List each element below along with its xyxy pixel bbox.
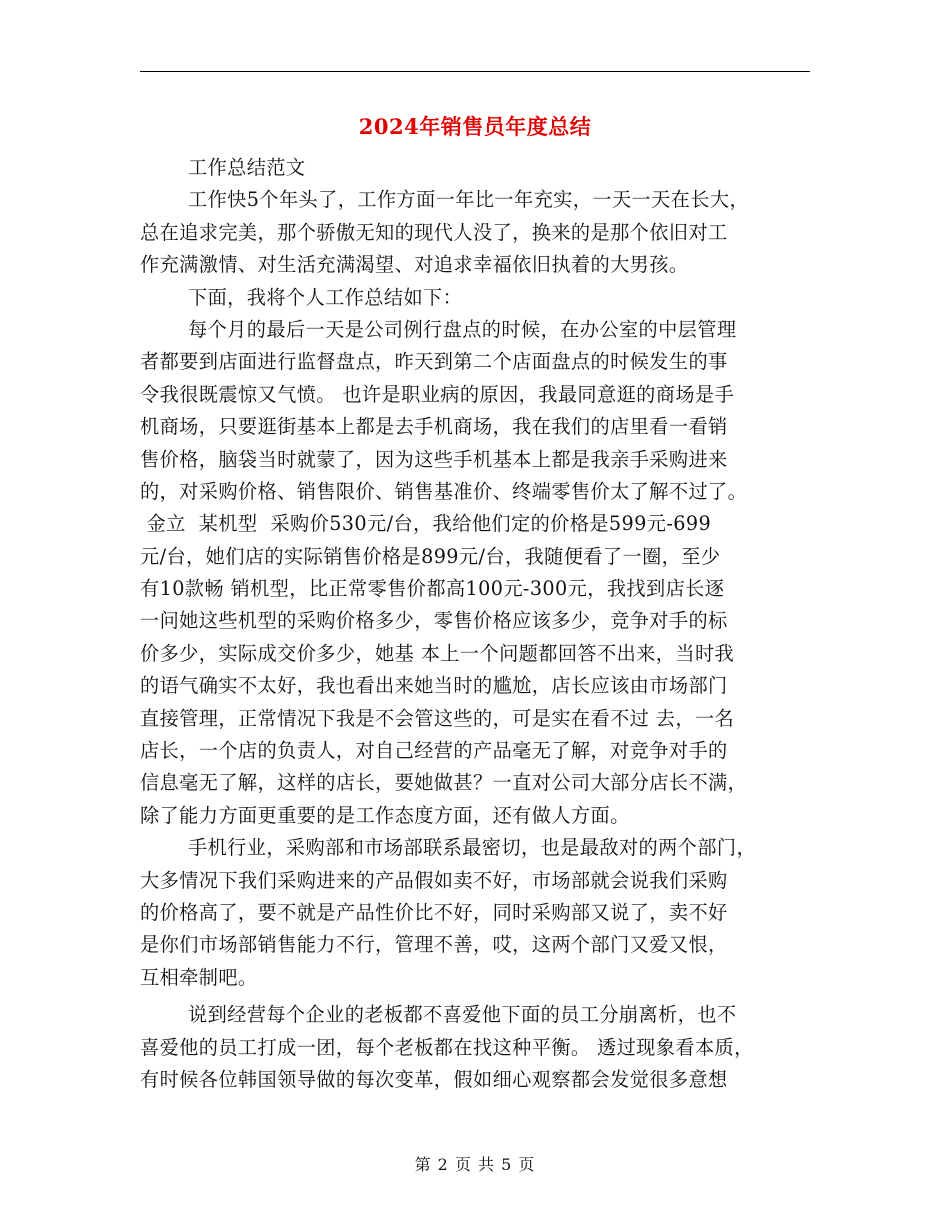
text-line: 是你们市场部销售能力不行，管理不善，哎，这两个部门又爱又恨， (140, 933, 728, 957)
text-line: 店长，一个店的负责人，对自己经营的产品毫无了解，对竞争对手的 (140, 739, 728, 763)
paragraph (140, 832, 810, 994)
text-line: 信息毫无了解，这样的店长，要她做甚？一直对公司大部分店长不满， (140, 771, 748, 795)
text-line: 工作总结范文 (188, 156, 306, 179)
paragraph (140, 184, 810, 281)
paragraph (140, 999, 810, 1096)
header-rule (140, 71, 810, 72)
paragraph (140, 152, 810, 184)
text-line: 大多情况下我们采购进来的产品假如卖不好，市场部就会说我们采购 (140, 868, 728, 892)
text-line: 的价格高了，要不就是产品性价比不好，同时采购部又说了，卖不好 (140, 900, 728, 924)
text-line: 作充满激情、对生活充满渴望、对追求幸福依旧执着的大男孩。 (140, 253, 689, 277)
text-line: 有时候各位韩国领导做的每次变革，假如细心观察都会发觉很多意想 (140, 1067, 728, 1091)
text-line: 有10款畅 销机型，比正常零售价都高100元-300元，我找到店长逐 (140, 577, 725, 601)
document-body (140, 152, 810, 1096)
text-line: 说到经营每个企业的老板都不喜爱他下面的员工分崩离析，也不 (188, 1003, 737, 1027)
text-line: 令我很既震惊又气愤。 也许是职业病的原因，我最同意逛的商场是手 (140, 382, 735, 406)
document-title: 2024年销售员年度总结 (358, 114, 592, 139)
text-line: 下面，我将个人工作总结如下： (188, 285, 463, 309)
text-line: 互相牵制吧。 (140, 965, 258, 989)
text-line: 手机行业，采购部和市场部联系最密切，也是最敌对的两个部门， (188, 836, 757, 860)
paragraph (140, 282, 810, 314)
text-line: 除了能力方面更重要的是工作态度方面，还有做人方面。 (140, 803, 630, 827)
text-line: 金立 某机型 采购价530元/台，我给他们定的价格是599元-699 (140, 512, 712, 536)
text-line: 的，对采购价格、销售限价、销售基准价、终端零售价太了解不过了。 (140, 479, 748, 503)
text-line: 价多少，实际成交价多少，她基 本上一个问题都回答不出来，当时我 (140, 641, 735, 665)
text-line: 元/台，她们店的实际销售价格是899元/台，我随便看了一圈，至少 (140, 544, 721, 568)
page-footer: 第 2 页 共 5 页 (414, 1155, 536, 1174)
text-line: 直接管理，正常情况下我是不会管这些的，可是实在看不过 去，一名 (140, 706, 735, 730)
text-line: 的语气确实不太好，我也看出来她当时的尴尬，店长应该由市场部门 (140, 674, 728, 698)
text-line: 一问她这些机型的采购价格多少，零售价格应该多少，竞争对手的标 (140, 609, 728, 633)
text-line: 工作快5个年头了，工作方面一年比一年充实，一天一天在长大， (188, 188, 750, 212)
paragraph (140, 314, 810, 832)
text-line: 售价格，脑袋当时就蒙了，因为这些手机基本上都是我亲手采购进来 (140, 447, 728, 471)
text-line: 者都要到店面进行监督盘点，昨天到第二个店面盘点的时候发生的事 (140, 350, 728, 374)
text-line: 每个月的最后一天是公司例行盘点的时候，在办公室的中层管理 (188, 317, 737, 341)
text-line: 喜爱他的员工打成一团，每个老板都在找这种平衡。 透过现象看本质， (140, 1035, 754, 1059)
text-line: 机商场，只要逛街基本上都是去手机商场，我在我们的店里看一看销 (140, 415, 728, 439)
text-line: 总在追求完美，那个骄傲无知的现代人没了，换来的是那个依旧对工 (140, 220, 728, 244)
